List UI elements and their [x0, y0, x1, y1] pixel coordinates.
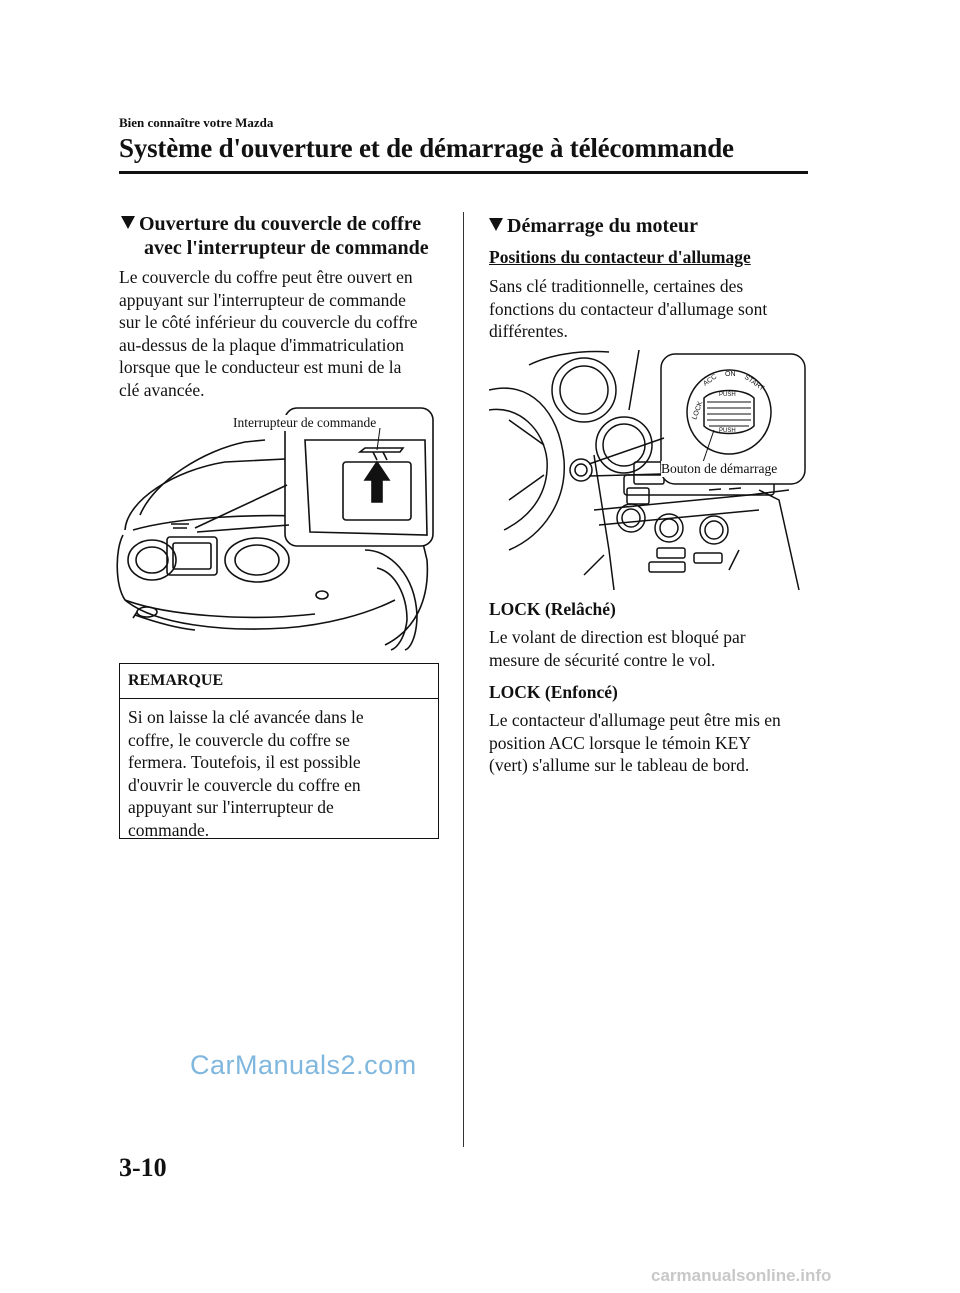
- title-rule: [119, 171, 808, 174]
- paragraph-line: sur le côté inférieur du couvercle du coffre: [119, 312, 418, 332]
- engine-heading-text: Démarrage du moteur: [507, 215, 699, 237]
- item-lock-pressed-title: LOCK (Enfoncé): [489, 682, 618, 702]
- trunk-paragraph: [119, 266, 449, 401]
- item-line: mesure de sécurité contre le vol.: [489, 649, 716, 670]
- paragraph-line: lorsque que le conducteur est muni de la: [119, 357, 402, 377]
- page-number: 3-10: [119, 1153, 167, 1182]
- mark-on: ON: [725, 371, 736, 378]
- note-line: d'ouvrir le couvercle du coffre en: [128, 774, 361, 795]
- note-body: [128, 706, 428, 841]
- intro-line: fonctions du contacteur d'allumage sont: [489, 298, 768, 319]
- item-lock-pressed-text: [489, 709, 809, 777]
- note-box: [119, 663, 439, 839]
- page-title: Système d'ouverture et de démarrage à télécommande: [119, 133, 734, 163]
- note-header: [120, 664, 438, 699]
- note-line: commande.: [128, 819, 210, 840]
- figure-label-switch: Interrupteur de commande: [233, 415, 377, 430]
- item-line: Le volant de direction est bloqué par: [489, 627, 746, 647]
- ignition-intro: [489, 275, 809, 343]
- heading-line-1: Ouverture du couvercle de coffre: [139, 213, 422, 235]
- watermark: CarManuals2.com: [190, 1050, 417, 1080]
- paragraph-line: Le couvercle du coffre peut être ouvert en: [119, 267, 413, 287]
- item-line: Le contacteur d'allumage peut être mis en: [489, 710, 781, 730]
- note-line: coffre, le couvercle du coffre se: [128, 729, 350, 750]
- note-title: REMARQUE: [128, 672, 224, 689]
- mark-acc: ACC: [702, 373, 719, 388]
- mark-start: START: [742, 373, 766, 393]
- intro-line: différentes.: [489, 321, 568, 341]
- note-line: fermera. Toutefois, il est possible: [128, 752, 361, 772]
- car-rear-illustration: [115, 400, 450, 652]
- triangle-bullet-icon: [121, 216, 135, 229]
- item-line: position ACC lorsque le témoin KEY: [489, 732, 752, 753]
- site-footer[interactable]: carmanualsonline.info: [651, 1266, 832, 1285]
- column-divider: [463, 212, 464, 1147]
- mark-lock: LOCK: [691, 400, 705, 421]
- mark-push-top: PUSH: [719, 392, 736, 398]
- heading-line-2: avec l'interrupteur de commande: [144, 237, 429, 259]
- paragraph-line: appuyant sur l'interrupteur de commande: [119, 289, 406, 310]
- item-line: (vert) s'allume sur le tableau de bord.: [489, 755, 750, 775]
- section-heading-engine: [489, 214, 698, 238]
- item-lock-released-text: [489, 626, 809, 671]
- mark-push-bottom: PUSH: [719, 428, 736, 434]
- paragraph-line: clé avancée.: [119, 379, 205, 400]
- figure-label-start-button: Bouton de démarrage: [661, 461, 778, 476]
- subheading-ignition: Positions du contacteur d'allumage: [489, 247, 751, 267]
- chapter-label: Bien connaître votre Mazda: [119, 115, 274, 130]
- triangle-bullet-icon: [489, 218, 503, 231]
- paragraph-line: au-dessus de la plaque d'immatriculation: [119, 334, 405, 355]
- section-heading-trunk: [121, 212, 429, 260]
- intro-line: Sans clé traditionnelle, certaines des: [489, 276, 744, 296]
- note-line: Si on laisse la clé avancée dans le: [128, 707, 364, 727]
- item-lock-released-title: LOCK (Relâché): [489, 599, 616, 619]
- note-line: appuyant sur l'interrupteur de: [128, 797, 334, 817]
